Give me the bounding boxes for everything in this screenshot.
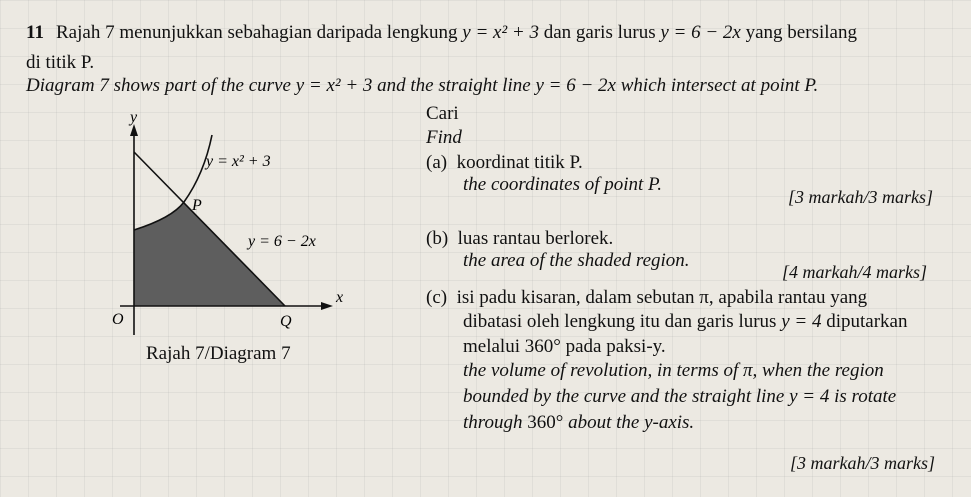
curve-equation-en: y = x² + 3: [295, 75, 373, 96]
point-q-label: Q: [280, 313, 292, 330]
line-label: y = 6 − 2x: [248, 233, 316, 250]
part-b-label: (b): [426, 228, 449, 249]
intro-ms-text-1: Rajah 7 menunjukkan sebahagian daripada lengkung: [56, 22, 458, 43]
y-axis-label: y: [130, 110, 138, 126]
part-c-en-angle: 360°: [527, 412, 564, 433]
part-b-ms-text: luas rantau berlorek.: [457, 228, 614, 249]
part-c-en-line3: [463, 412, 694, 434]
find-ms: Cari: [426, 103, 459, 124]
part-c-en-text-3: is rotate: [834, 386, 897, 407]
intro-ms-text-3: yang bersilang: [745, 22, 857, 43]
part-c-ms-angle: 360°: [524, 336, 561, 357]
part-a-ms-text: koordinat titik P.: [456, 152, 583, 173]
part-a-en: the coordinates of point P.: [463, 174, 662, 195]
part-c-en-text-4: through: [463, 412, 523, 433]
question-intro-ms-line1: [56, 22, 857, 44]
x-axis-label: x: [336, 289, 344, 306]
part-c-en-line-eq: y = 4: [789, 386, 830, 407]
intro-en-text-3: which intersect at point P.: [620, 75, 819, 96]
part-a-ms: [426, 152, 583, 174]
part-a-label: (a): [426, 152, 448, 173]
part-c-en-text-5: about the y-axis.: [568, 412, 695, 433]
part-c-en-line2: [463, 386, 896, 408]
intro-en-text-2: and the straight line: [377, 75, 531, 96]
intro-en-text-1: Diagram 7 shows part of the curve: [26, 75, 291, 96]
diagram-caption: Rajah 7/Diagram 7: [146, 343, 291, 364]
part-c-ms-line2: [463, 311, 907, 333]
part-b-en: the area of the shaded region.: [463, 250, 690, 271]
curve-equation: y = x² + 3: [462, 22, 539, 43]
line-equation-en: y = 6 − 2x: [535, 75, 616, 96]
diagram-7: [100, 110, 360, 345]
part-c-ms-text-4: melalui: [463, 336, 520, 357]
curve-label: y = x² + 3: [206, 153, 271, 170]
part-a-marks: [3 markah/3 marks]: [788, 187, 934, 207]
origin-label: O: [112, 311, 124, 328]
find-en: Find: [426, 127, 462, 148]
part-c-ms-line3: [463, 336, 666, 358]
part-c-label: (c): [426, 287, 448, 308]
x-axis-arrow: [321, 302, 333, 310]
part-c-ms-text-2: dibatasi oleh lengkung itu dan garis lurus: [463, 311, 777, 332]
question-number: 11: [26, 22, 44, 43]
question-intro-en: [26, 75, 818, 97]
part-c-ms-text-5: pada paksi-y.: [565, 336, 666, 357]
part-c-marks: [3 markah/3 marks]: [790, 453, 936, 473]
intro-ms-text-4: di titik P.: [26, 52, 95, 73]
intro-ms-text-2: dan garis lurus: [543, 22, 656, 43]
part-b-ms: [426, 228, 613, 250]
part-c-en-text-2: bounded by the curve and the straight line: [463, 386, 785, 407]
point-p-label: P: [192, 197, 202, 214]
part-c-en-line1: the volume of revolution, in terms of π, when the region: [463, 360, 884, 381]
part-c-ms-line-eq: y = 4: [781, 311, 822, 332]
part-c-ms-line1: [426, 287, 867, 309]
part-c-ms-text-1: isi padu kisaran, dalam sebutan π, apabila rantau yang: [456, 287, 868, 308]
shaded-region: [134, 202, 285, 306]
line-equation: y = 6 − 2x: [660, 22, 741, 43]
part-b-marks: [4 markah/4 marks]: [782, 262, 928, 282]
part-c-ms-text-3: diputarkan: [826, 311, 908, 332]
